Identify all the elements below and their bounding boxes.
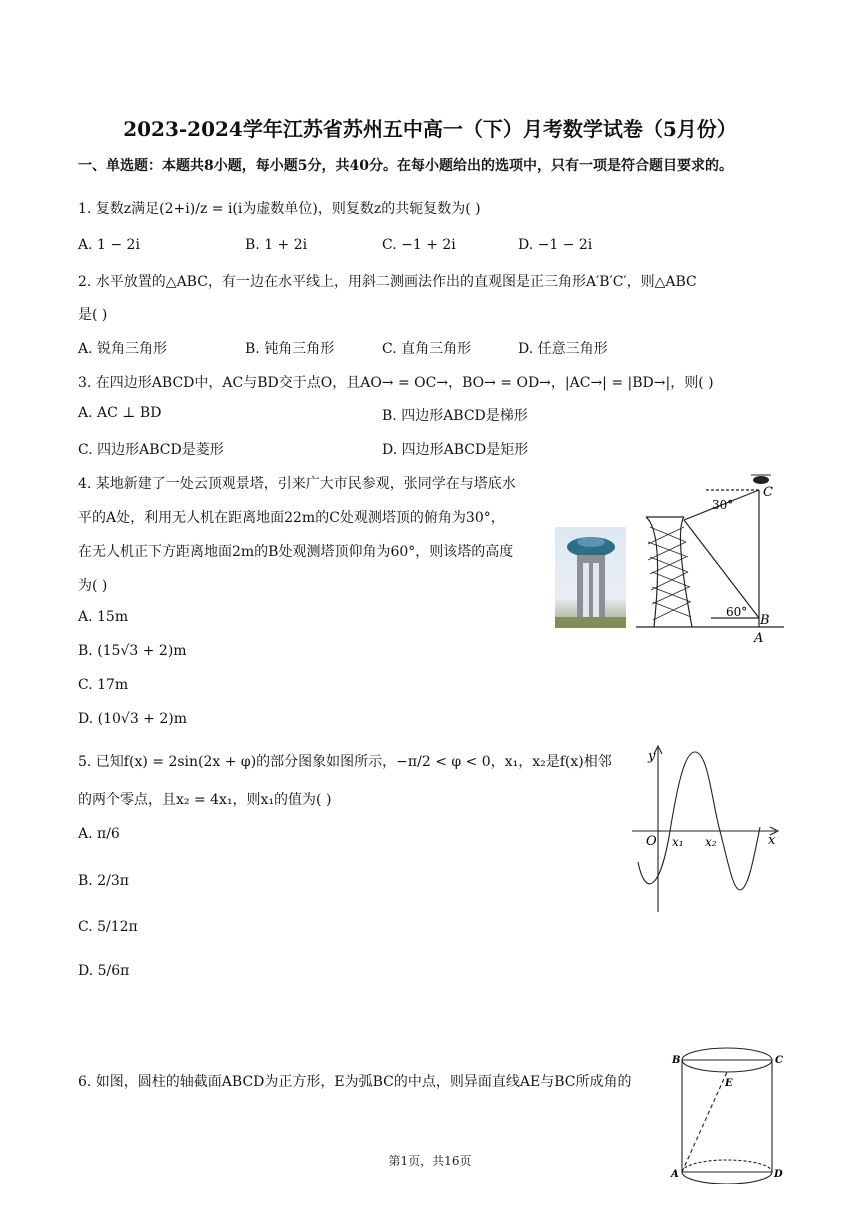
tower-photo (555, 527, 626, 628)
section-heading: 一、单选题：本题共8小题，每小题5分，共40分。在每小题给出的选项中，只有一项是符合题目要求的。 (78, 158, 733, 174)
q5-option-a: A. π/6 (78, 826, 120, 842)
question-2-stem-line2: 是( ) (78, 307, 108, 323)
question-4-line1: 4. 某地新建了一处云顶观景塔，引来广大市民参观，张同学在与塔底水 (78, 476, 516, 492)
q1-option-d: D. −1 − 2i (518, 237, 593, 253)
q4-option-a: A. 15m (78, 609, 129, 625)
question-5-line2: 的两个零点，且x₂ = 4x₁，则x₁的值为( ) (78, 792, 332, 808)
q3-option-c: C. 四边形ABCD是菱形 (78, 442, 224, 458)
q3-option-d: D. 四边形ABCD是矩形 (382, 442, 529, 458)
label-c: C (763, 485, 773, 500)
q5-option-c: C. 5/12π (78, 919, 138, 935)
question-1-stem: 1. 复数z满足(2+i)/z = i(i为虚数单位)，则复数z的共轭复数为( ) (78, 201, 481, 217)
tower-diagram (636, 472, 786, 644)
q4-option-c: C. 17m (78, 677, 129, 693)
cyl-label-a: A (671, 1169, 679, 1180)
q2-option-a: A. 锐角三角形 (78, 341, 168, 357)
question-3-stem: 3. 在四边形ABCD中，AC与BD交于点O，且AO→ = OC→，BO→ = OD→，|AC→| = |BD→|，则( ) (78, 375, 714, 391)
cyl-label-e: E (725, 1078, 733, 1089)
sine-graph (630, 742, 780, 914)
tower-photo-drawing (555, 527, 626, 628)
page-footer: 第1页，共16页 (388, 1154, 472, 1168)
q1-option-b: B. 1 + 2i (245, 237, 308, 253)
x1-label: x₁ (672, 835, 684, 849)
cyl-label-c: C (775, 1055, 783, 1066)
q3-option-b: B. 四边形ABCD是梯形 (382, 408, 528, 424)
angle-30: 30° (712, 498, 734, 512)
question-6-line1: 6. 如图，圆柱的轴截面ABCD为正方形，E为弧BC的中点，则异面直线AE与BC所成角的 (78, 1074, 632, 1090)
question-4-line2: 平的A处，利用无人机在距离地面22m的C处观测塔顶的俯角为30°， (78, 510, 505, 526)
q4-option-b: B. (15√3 + 2)m (78, 643, 187, 659)
x2-label: x₂ (705, 835, 717, 849)
q2-option-c: C. 直角三角形 (382, 341, 472, 357)
question-5-line1: 5. 已知f(x) = 2sin(2x + φ)的部分图象如图所示，−π/2 < φ < 0，x₁，x₂是f(x)相邻 (78, 754, 612, 770)
page-title: 2023-2024学年江苏省苏州五中高一（下）月考数学试卷（5月份） (123, 117, 737, 141)
q2-option-d: D. 任意三角形 (518, 341, 608, 357)
cyl-label-b: B (672, 1055, 681, 1066)
axis-x-label: x (768, 833, 776, 848)
question-2-stem-line1: 2. 水平放置的△ABC，有一边在水平线上，用斜二测画法作出的直观图是正三角形A′B′C′，则△ABC (78, 274, 697, 290)
q3-option-a: A. AC ⊥ BD (78, 405, 162, 421)
q4-option-d: D. (10√3 + 2)m (78, 711, 188, 727)
q1-option-a: A. 1 − 2i (78, 237, 140, 253)
cyl-label-d: D (774, 1169, 783, 1180)
origin-label: O (646, 834, 657, 849)
q2-option-b: B. 钝角三角形 (245, 341, 335, 357)
axis-y-label: y (648, 749, 656, 764)
angle-60: 60° (726, 605, 748, 619)
label-b: B (760, 613, 770, 628)
label-a: A (754, 631, 764, 644)
question-4-line3: 在无人机正下方距离地面2m的B处观测塔顶仰角为60°，则该塔的高度 (78, 544, 514, 560)
q5-option-d: D. 5/6π (78, 963, 130, 979)
q1-option-c: C. −1 + 2i (382, 237, 456, 253)
question-4-line4: 为( ) (78, 578, 108, 594)
q5-option-b: B. 2/3π (78, 873, 129, 889)
